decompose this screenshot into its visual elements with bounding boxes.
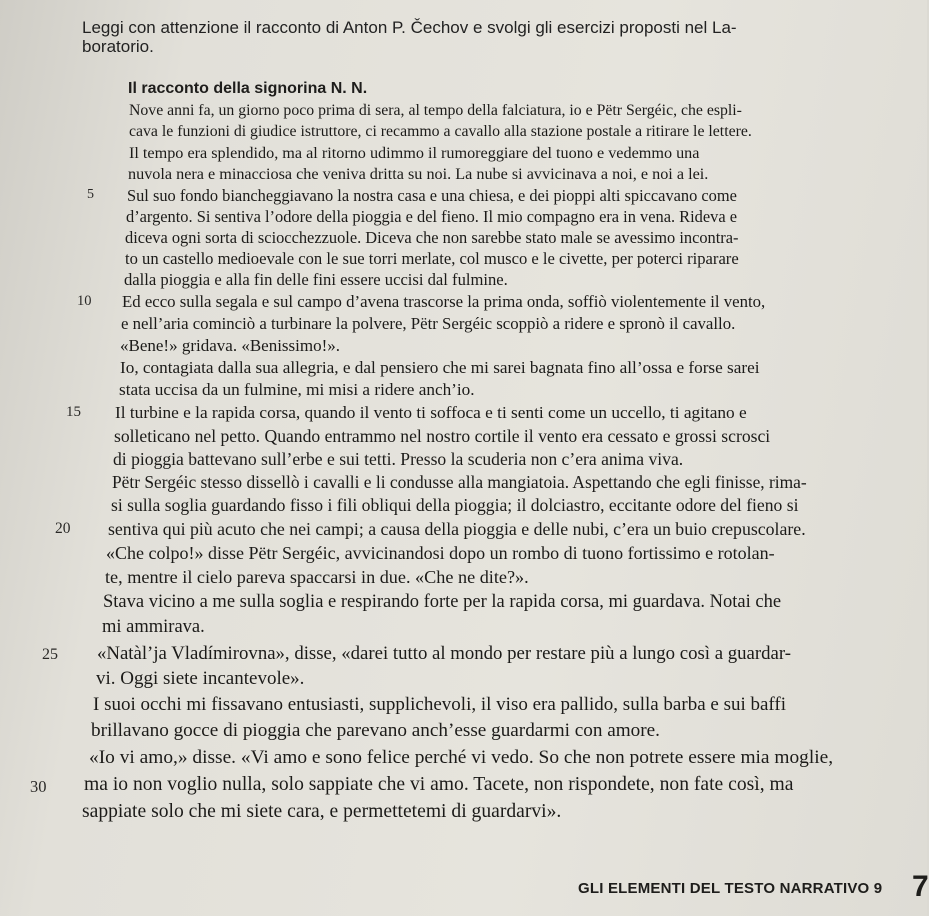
text-line-31: sappiate solo che mi siete cara, e permettetemi di guardarvi». bbox=[82, 801, 562, 822]
text-line-18: Pëtr Sergéic stesso dissellò i cavalli e li condusse alla mangiatoia. Aspettando che egli finisse, rima- bbox=[112, 472, 807, 492]
text-line-5: Sul suo fondo biancheggiavano la nostra casa e una chiesa, e dei pioppi alti spiccavano come bbox=[127, 186, 737, 205]
text-line-13: Io, contagiata dalla sua allegria, e dal pensiero che mi sarei bagnata fino all’ossa e forse sarei bbox=[120, 358, 760, 377]
text-line-17: di pioggia battevano sull’erbe e sui tetti. Presso la scuderia non c’era anima viva. bbox=[113, 449, 684, 469]
text-line-23: Stava vicino a me sulla soglia e respirando forte per la rapida corsa, mi guardava. Notai che bbox=[103, 592, 782, 612]
text-line-10: Ed ecco sulla segala e sul campo d’avena trascorse la prima onda, soffiò violentemente il vento, bbox=[122, 292, 766, 311]
text-line-12: «Bene!» gridava. «Benissimo!». bbox=[120, 336, 341, 355]
text-line-11: e nell’aria cominciò a turbinare la polvere, Pëtr Sergéic scoppiò a ridere e spronò il cavallo. bbox=[121, 314, 736, 333]
text-line-1: Nove anni fa, un giorno poco prima di sera, al tempo della falciatura, io e Pëtr Sergéic, che espli- bbox=[129, 102, 742, 119]
text-line-14: stata uccisa da un fulmine, mi misi a ridere anch’io. bbox=[119, 380, 475, 399]
text-line-7: diceva ogni sorta di sciocchezzuole. Diceva che non sarebbe stato male se avessimo incontra- bbox=[125, 228, 739, 247]
instruction-line-1: Leggi con attenzione il racconto di Anton P. Čechov e svolgi gli esercizi proposti nel La- bbox=[82, 18, 737, 37]
text-line-6: d’argento. Si sentiva l’odore della pioggia e del fieno. Il mio compagno era in vena. Rideva e bbox=[126, 207, 737, 226]
text-line-2: cava le funzioni di giudice istruttore, ci recammo a cavallo alla stazione postale a ritirare le lettere. bbox=[129, 123, 752, 140]
text-line-4: nuvola nera e minacciosa che veniva dritta su noi. La nube si avvicinava a noi, e noi a lei. bbox=[128, 165, 709, 183]
text-line-19: si sulla soglia guardando fisso i fili obliqui della pioggia; il dolciastro, eccitante odore del fieno si bbox=[111, 495, 799, 515]
line-number-5: 5 bbox=[87, 187, 94, 202]
page-number: 7 bbox=[912, 870, 929, 903]
text-line-27: I suoi occhi mi fissavano entusiasti, supplichevoli, il viso era pallido, sulla barba e sui baffi bbox=[93, 694, 787, 715]
text-line-8: to un castello medioevale con le sue torri merlate, col musco e le civette, per poterci riparare bbox=[125, 249, 739, 268]
text-line-22: te, mentre il cielo pareva spaccarsi in due. «Che ne dite?». bbox=[105, 567, 529, 587]
text-line-28: brillavano gocce di pioggia che parevano anch’esse guardarmi con amore. bbox=[91, 720, 660, 741]
text-line-9: dalla pioggia e alla fin delle fini essere uccisi dal fulmine. bbox=[124, 270, 508, 289]
text-line-16: solleticano nel petto. Quando entrammo nel nostro cortile il vento era cessato e grossi scrosci bbox=[114, 426, 771, 446]
text-line-3: Il tempo era splendido, ma al ritorno udimmo il rumoreggiare del tuono e vedemmo una bbox=[129, 144, 700, 162]
line-number-15: 15 bbox=[66, 404, 81, 420]
text-line-26: vi. Oggi siete incantevole». bbox=[96, 668, 305, 689]
text-line-20: sentiva qui più acuto che nei campi; a causa della pioggia e delle nubi, c’era un buio crepuscolare. bbox=[108, 519, 806, 539]
line-number-25: 25 bbox=[42, 646, 58, 663]
text-line-24: mi ammirava. bbox=[102, 617, 205, 637]
story-title: Il racconto della signorina N. N. bbox=[128, 80, 368, 97]
line-number-30: 30 bbox=[30, 777, 47, 796]
instruction-text bbox=[82, 18, 842, 56]
text-line-21: «Che colpo!» disse Pëtr Sergéic, avvicinandosi dopo un rombo di tuono fortissimo e rotolan- bbox=[106, 543, 775, 563]
text-line-25: «Natàl’ja Vladímirovna», disse, «darei tutto al mondo per restare più a lungo così a guardar- bbox=[97, 643, 791, 664]
line-number-10: 10 bbox=[77, 293, 92, 309]
line-number-20: 20 bbox=[55, 520, 71, 537]
footer-section-label: GLI ELEMENTI DEL TESTO NARRATIVO 9 bbox=[578, 880, 883, 897]
instruction-line-2: boratorio. bbox=[82, 37, 154, 56]
text-line-15: Il turbine e la rapida corsa, quando il vento ti soffoca e ti senti come un uccello, ti agitano e bbox=[115, 403, 747, 422]
text-line-29: «Io vi amo,» disse. «Vi amo e sono felice perché vi vedo. So che non potrete essere mia moglie, bbox=[89, 747, 834, 768]
text-line-30: ma io non voglio nulla, solo sappiate che vi amo. Tacete, non rispondete, non fate così, ma bbox=[84, 774, 794, 795]
